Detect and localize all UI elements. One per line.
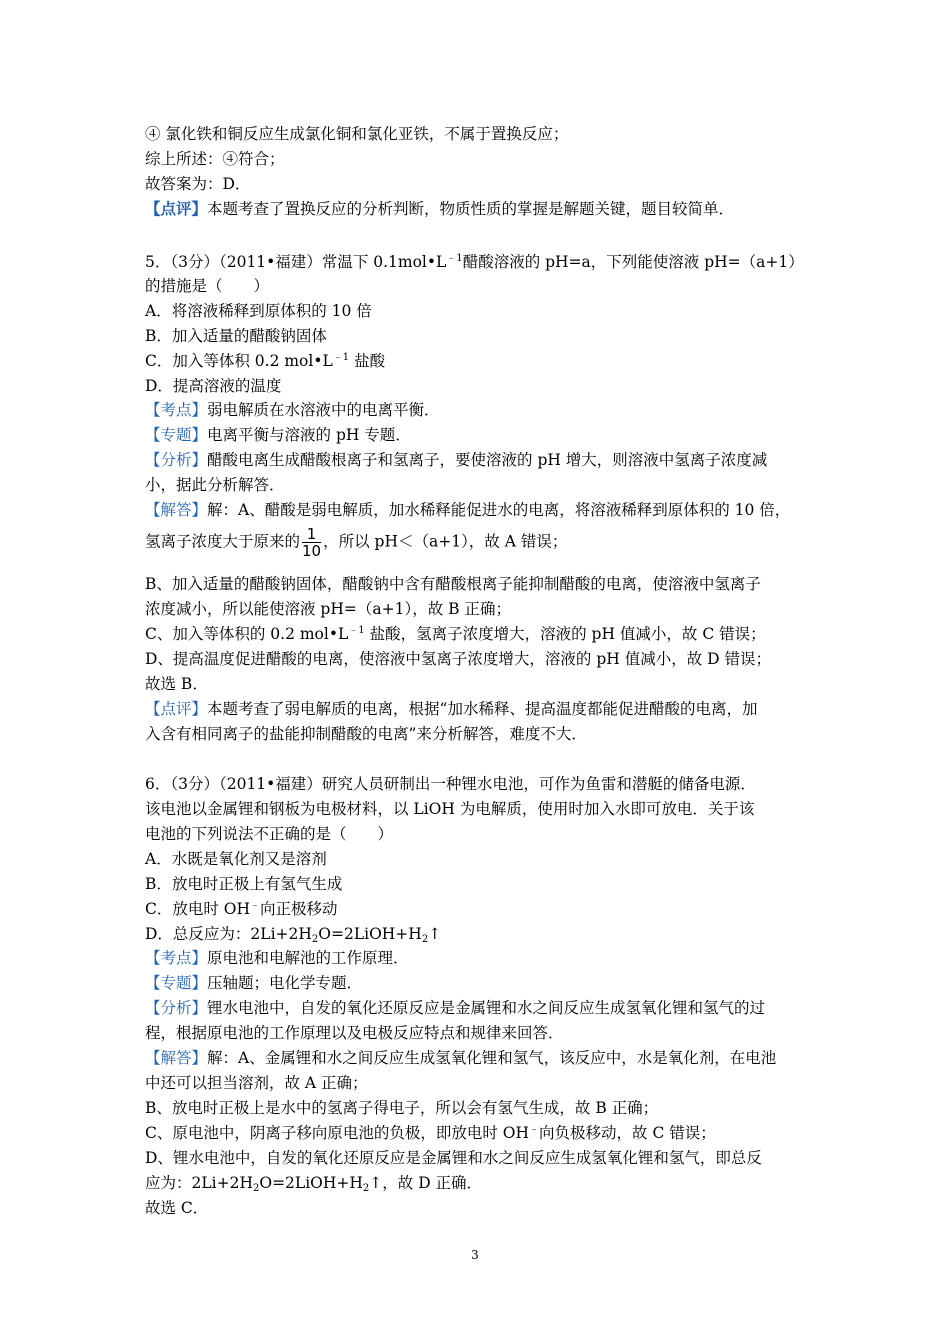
q6-zhuanti: 【专题】压轴题；电化学专题．: [145, 974, 363, 992]
fenxi-tag: 【分析】: [145, 451, 208, 469]
zhuanti-tag: 【专题】: [145, 426, 208, 444]
q6-jieda-line-1: 【解答】解：A、金属锂和水之间反应生成氢氧化锂和氢气，该反应中，水是氧化剂，在电池: [145, 1049, 777, 1067]
q6-fenxi-line-2: 程，根据原电池的工作原理以及电极反应特点和规律来回答．: [145, 1024, 564, 1042]
q5-option-a: A．将溶液稀释到原体积的 10 倍: [145, 302, 372, 320]
q5-option-c: C．加入等体积 0.2 $mol•L^{﹣1}$ 盐酸: [145, 352, 386, 370]
q5-zhuanti: 【专题】电离平衡与溶液的 pH 专题．: [145, 426, 411, 444]
q6-jieda-answer: 故选 C．: [145, 1199, 209, 1217]
dianping-tag: 【点评】: [145, 700, 208, 718]
prev-answer: 故答案为：D．: [145, 175, 251, 193]
fraction-one-tenth: $\frac{1}{10}$: [302, 525, 322, 560]
q6-stem-line-1: 6．（3分）（2011•福建）研究人员研制出一种锂水电池，可作为鱼雷和潜艇的储备电源．: [145, 775, 756, 793]
q6-stem-line-2: 该电池以金属锂和钢板为电极材料，以 LiOH 为电解质，使用时加入水即可放电．关于该: [145, 800, 755, 818]
q6-option-b: B．放电时正极上有氢气生成: [145, 875, 343, 893]
review-tag: 【点评】: [145, 199, 208, 218]
fenxi-tag: 【分析】: [145, 999, 208, 1017]
q5-dianping-line-2: 入含有相同离子的盐能抑制醋酸的电离”来分析解答，难度不大．: [145, 725, 587, 743]
q5-fenxi-line-1: 【分析】醋酸电离生成醋酸根离子和氢离子，要使溶液的 pH 增大，则溶液中氢离子浓度减: [145, 451, 768, 469]
q5-jieda-line-6: D、提高温度促进醋酸的电离，使溶液中氢离子浓度增大，溶液的 pH 值减小，故 D 错误；: [145, 650, 772, 668]
page-number: 3: [471, 1248, 479, 1262]
q5-option-d: D．提高溶液的温度: [145, 377, 282, 395]
q5-jieda-line-1: 【解答】解：A、醋酸是弱电解质，加水稀释能促进水的电离，将溶液稀释到原体积的 10 倍，: [145, 501, 791, 519]
q5-kaodian: 【考点】弱电解质在水溶液中的电离平衡．: [145, 401, 440, 419]
q5-jieda-line-2: 氢离子浓度大于原来的 $\frac{1}{10}$ ，所以 pH＜（a+1），故 A 错误；: [145, 525, 568, 560]
zhuanti-tag: 【专题】: [145, 974, 208, 992]
prev-line-1: ④ 氯化铁和铜反应生成氯化铜和氯化亚铁，不属于置换反应；: [145, 125, 569, 143]
q5-stem-line-2: 的措施是（ ）: [145, 277, 270, 295]
q6-jieda-line-2: 中还可以担当溶剂，故 A 正确；: [145, 1074, 368, 1092]
q6-option-c: C．放电时 OH﹣向正极移动: [145, 900, 338, 918]
q6-option-d: D．总反应为：$2Li+2H_2O=2LiOH+H_2↑$: [145, 925, 442, 945]
q6-stem-line-3: 电池的下列说法不正确的是（ ）: [145, 825, 394, 843]
q5-jieda-answer: 故选 B．: [145, 675, 208, 693]
prev-review: 【点评】本题考查了置换反应的分析判断，物质性质的掌握是解题关键，题目较简单．: [145, 199, 735, 218]
jieda-tag: 【解答】: [145, 1049, 208, 1067]
q6-jieda-line-3: B、放电时正极上是水中的氢离子得电子，所以会有氢气生成，故 B 正确；: [145, 1099, 659, 1117]
q5-jieda-line-3: B、加入适量的醋酸钠固体，醋酸钠中含有醋酸根离子能抑制醋酸的电离，使溶液中氢离子: [145, 575, 761, 593]
q5-fenxi-line-2: 小，据此分析解答．: [145, 476, 285, 494]
q5-jieda-line-5: C、加入等体积的 0.2 $mol•L^{﹣1}$ 盐酸，氢离子浓度增大，溶液的 pH 值减小，故 C 错误；: [145, 625, 766, 643]
kaodian-tag: 【考点】: [145, 949, 208, 967]
q6-fenxi-line-1: 【分析】锂水电池中，自发的氧化还原反应是金属锂和水之间反应生成氢氧化锂和氢气的过: [145, 999, 766, 1017]
kaodian-tag: 【考点】: [145, 401, 208, 419]
prev-line-2: 综上所述：④符合；: [145, 150, 285, 168]
q6-kaodian: 【考点】原电池和电解池的工作原理．: [145, 949, 409, 967]
q6-jieda-line-4: C、原电池中，阴离子移向原电池的负极，即放电时 OH﹣向负极移动，故 C 错误；: [145, 1124, 716, 1142]
q5-dianping-line-1: 【点评】本题考查了弱电解质的电离，根据“加水稀释、提高温度都能促进醋酸的电离，加: [145, 700, 758, 718]
q6-jieda-line-5: D、锂水电池中，自发的氧化还原反应是金属锂和水之间反应生成氢氧化锂和氢气，即总反: [145, 1149, 762, 1167]
q5-option-b: B．加入适量的醋酸钠固体: [145, 327, 327, 345]
q5-stem-line-1: 5．（3分）（2011•福建）常温下 $0.1mol•L^{﹣1}$醋酸溶液的 pH=a，下列能使溶液 pH=（a+1）: [145, 253, 804, 271]
jieda-tag: 【解答】: [145, 501, 208, 519]
q5-jieda-line-4: 浓度减小，所以能使溶液 pH=（a+1），故 B 正确；: [145, 600, 511, 618]
q6-option-a: A．水既是氧化剂又是溶剂: [145, 850, 327, 868]
q6-jieda-line-6: 应为：$2Li+2H_2O=2LiOH+H_2↑$，故 D 正确．: [145, 1174, 483, 1194]
